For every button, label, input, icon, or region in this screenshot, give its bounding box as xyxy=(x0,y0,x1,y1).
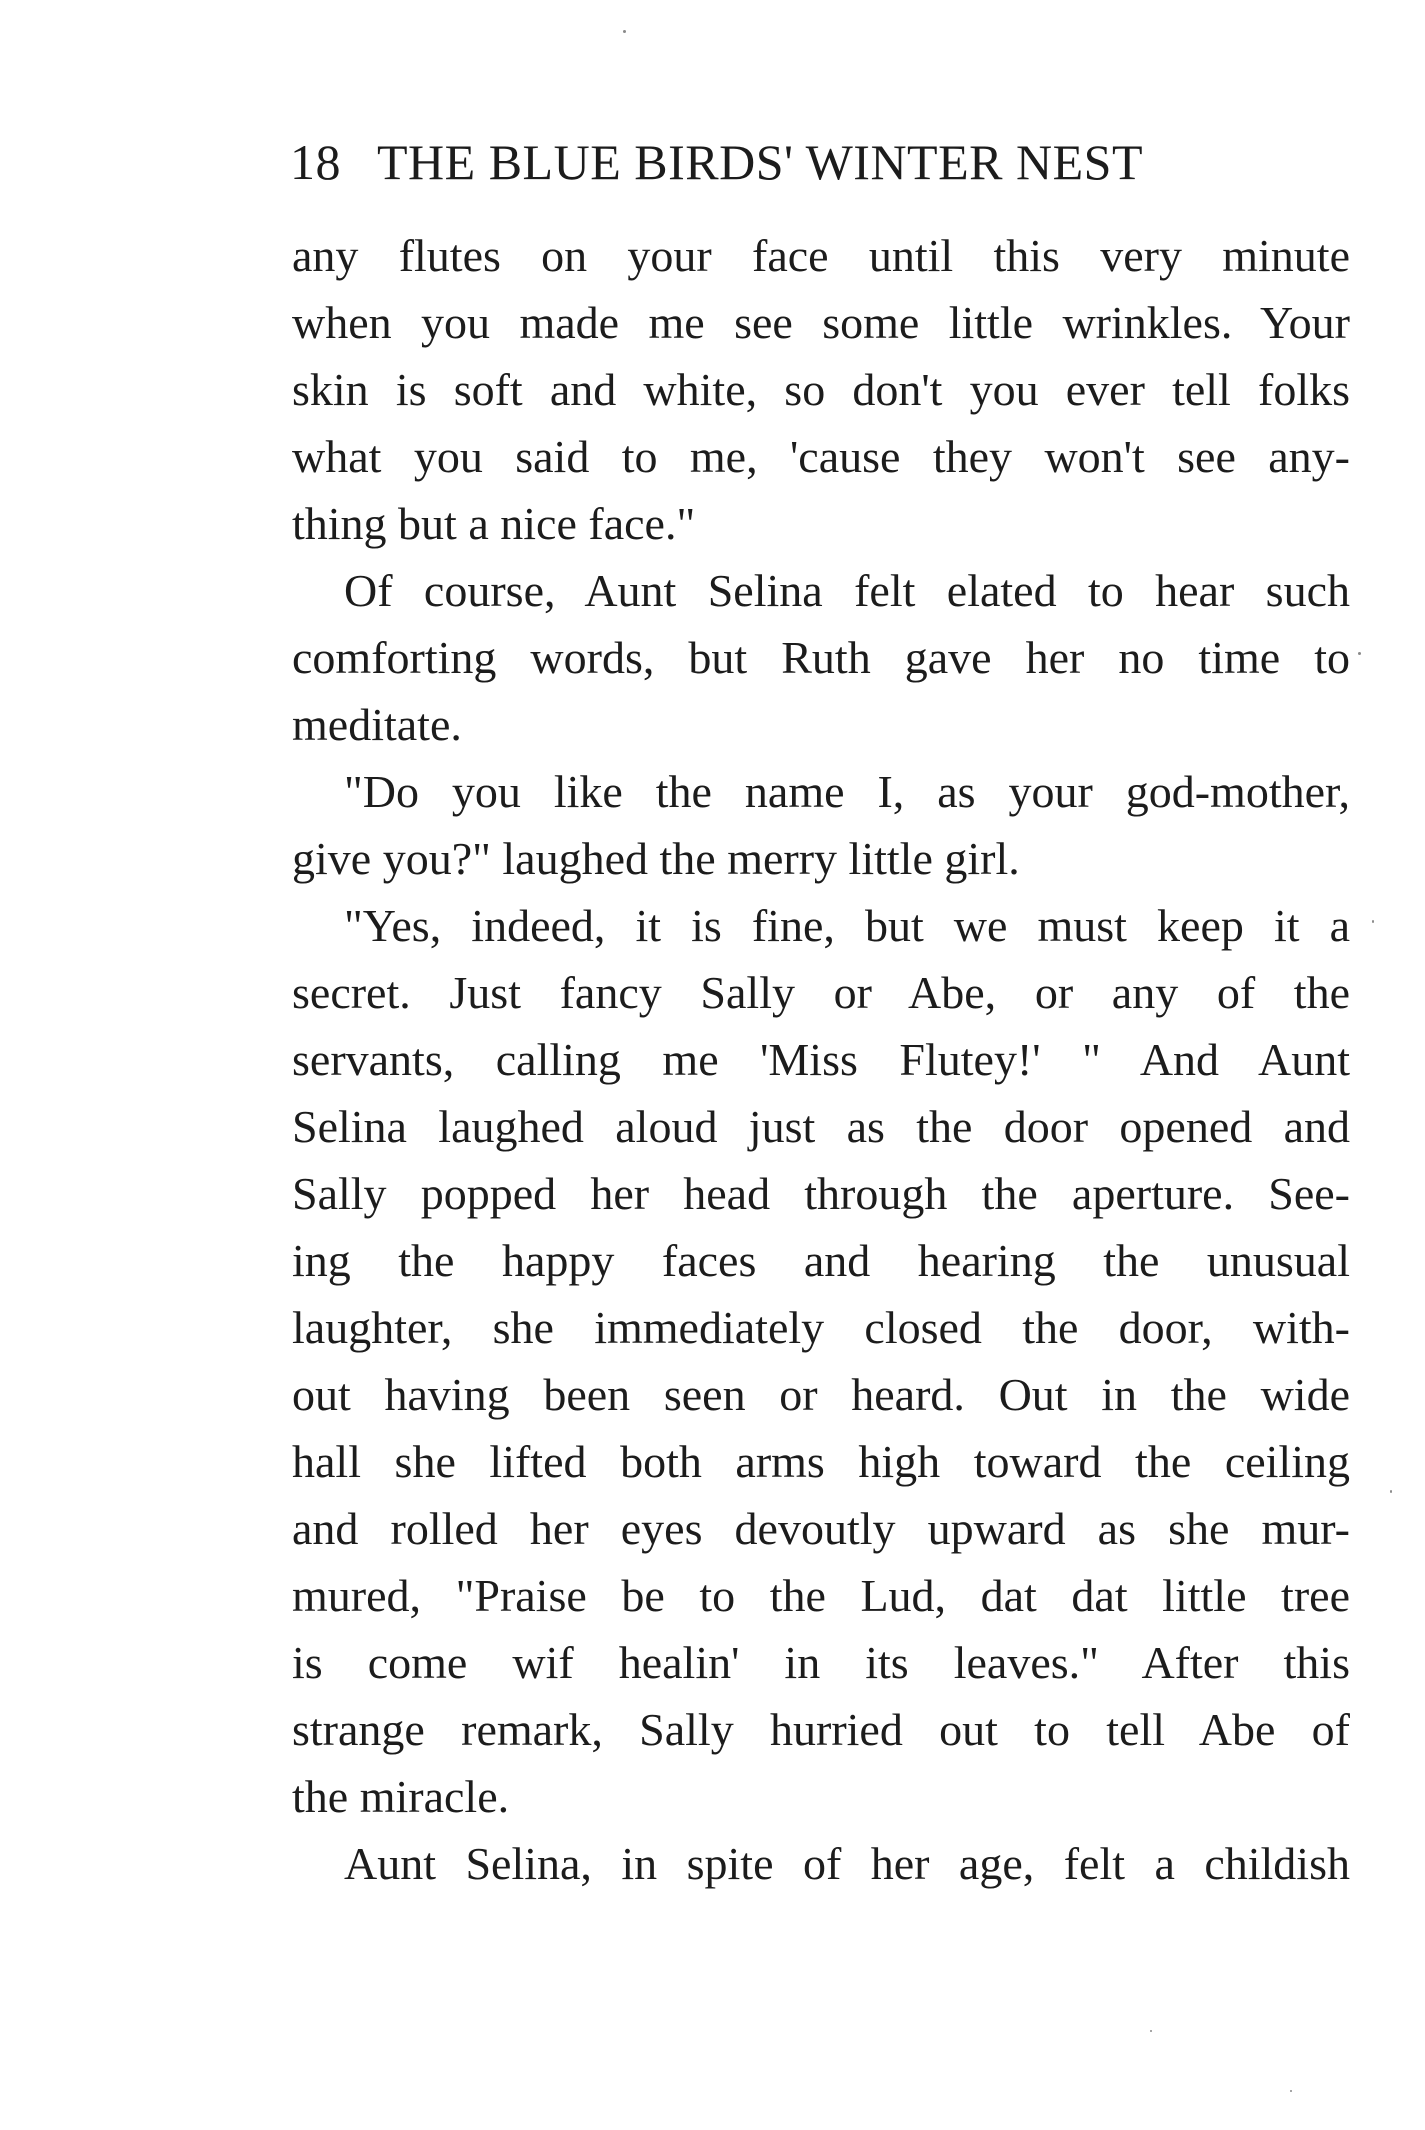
text-line: mured, "Praise be to the Lud, dat dat little tree xyxy=(292,1570,1350,1621)
text-line: "Do you like the name I, as your god-mother, xyxy=(344,766,1350,817)
text-line: Aunt Selina, in spite of her age, felt a childish xyxy=(344,1838,1350,1889)
text-line: strange remark, Sally hurried out to tell Abe of xyxy=(292,1704,1350,1755)
running-title: THE BLUE BIRDS' WINTER NEST xyxy=(377,134,1143,190)
text-line: any flutes on your face until this very minute xyxy=(292,230,1350,281)
paragraph xyxy=(292,557,1350,758)
paragraph xyxy=(292,222,1350,557)
text-line: secret. Just fancy Sally or Abe, or any of the xyxy=(292,967,1350,1018)
text-line: ing the happy faces and hearing the unusual xyxy=(292,1235,1350,1286)
text-line: Of course, Aunt Selina felt elated to hear such xyxy=(344,565,1350,616)
text-line: Sally popped her head through the aperture. See- xyxy=(292,1168,1350,1219)
text-line: Selina laughed aloud just as the door opened and xyxy=(292,1101,1350,1152)
scan-speck xyxy=(1290,2090,1292,2092)
scan-speck xyxy=(1390,1490,1392,1493)
scan-speck xyxy=(623,30,626,33)
text-line: skin is soft and white, so don't you ever tell folks xyxy=(292,364,1350,415)
body-text xyxy=(292,222,1350,1897)
text-line: what you said to me, 'cause they won't see any- xyxy=(292,431,1350,482)
text-line: "Yes, indeed, it is fine, but we must keep it a xyxy=(344,900,1350,951)
text-line: servants, calling me 'Miss Flutey!' " And Aunt xyxy=(292,1034,1350,1085)
paragraph xyxy=(292,758,1350,892)
text-line: is come wif healin' in its leaves." After this xyxy=(292,1637,1350,1688)
text-line: thing but a nice face." xyxy=(292,498,696,549)
scan-speck xyxy=(1358,652,1361,655)
text-line: the miracle. xyxy=(292,1771,510,1822)
text-line: comforting words, but Ruth gave her no time to xyxy=(292,632,1350,683)
text-line: hall she lifted both arms high toward the ceiling xyxy=(292,1436,1350,1487)
text-line: laughter, she immediately closed the door, with- xyxy=(292,1302,1350,1353)
text-line: out having been seen or heard. Out in the wide xyxy=(292,1369,1350,1420)
text-line: and rolled her eyes devoutly upward as she mur- xyxy=(292,1503,1350,1554)
text-line: give you?" laughed the merry little girl. xyxy=(292,833,1020,884)
text-line: when you made me see some little wrinkles. Your xyxy=(292,297,1350,348)
text-line: meditate. xyxy=(292,699,462,750)
paragraph xyxy=(292,1830,1350,1897)
scan-speck xyxy=(1150,2030,1152,2032)
page-number: 18 xyxy=(290,134,341,190)
running-head xyxy=(290,122,1350,202)
scan-speck xyxy=(1372,920,1374,923)
paragraph xyxy=(292,892,1350,1830)
